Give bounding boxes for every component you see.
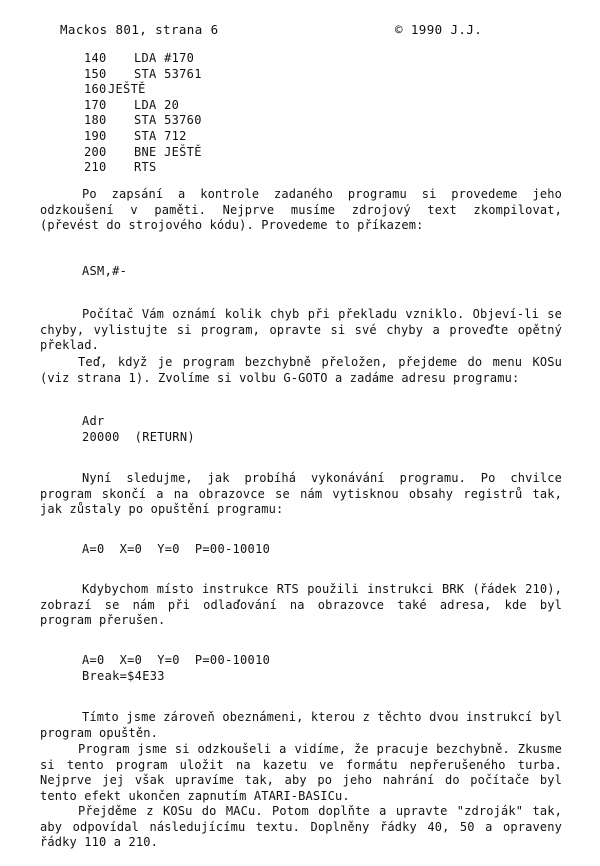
code-line: 160JEŠTĚ xyxy=(84,82,146,97)
code-line: 180 STA 53760 xyxy=(84,113,202,128)
paragraph: Po zapsání a kontrole zadaného programu si provedeme jeho odzkoušení v paměti. Nejprve musíme zdrojový text zkompilovat, (převést do strojového kódu). Provedeme to příkazem: xyxy=(40,187,562,232)
code-line: 200 BNE JEŠTĚ xyxy=(84,144,202,159)
code-line: 140 LDA #170 xyxy=(84,51,195,65)
code-listing xyxy=(84,51,202,176)
code-line: 210 RTS xyxy=(84,160,157,175)
code-line: 150 STA 53761 xyxy=(84,66,202,81)
address-value: 20000 (RETURN) xyxy=(82,430,195,444)
paragraph: Přejděme z KOSu do MACu. Potom doplňte a upravte "zdroják" tak, aby odpovídal následujícímu textu. Doplněny řádky 40, 50 a opraveny řádky 110 a 210. xyxy=(40,804,562,849)
code-line: 170 LDA 20 xyxy=(84,97,180,112)
code-line: 190 STA 712 xyxy=(84,128,187,143)
page-header-copyright: © 1990 J.J. xyxy=(395,22,483,37)
break-address: Break=$4E33 xyxy=(82,669,165,683)
paragraph: Kdybychom místo instrukce RTS použili instrukci BRK (řádek 210), zobrazí se nám při odlaďování na obrazovce také adresa, kde byl program přerušen. xyxy=(40,582,562,627)
paragraph: Program jsme si odzkoušeli a vidíme, že pracuje bezchybně. Zkusme si tento program uložit na kazetu ve formátu nepřerušeného turba. Nejprve jej však upravíme tak, aby po jeho nahrání do počítače byl tento efekt ukončen zapnutím ATARI-BASICu. xyxy=(40,742,562,803)
command-asm: ASM,#- xyxy=(82,264,128,278)
registers-output: A=0 X=0 Y=0 P=00-10010 xyxy=(82,653,271,667)
paragraph: Teď, když je program bezchybně přeložen, přejdeme do menu KOSu (viz strana 1). Zvolíme si volbu G-GOTO a zadáme adresu programu: xyxy=(40,355,562,385)
paragraph: Nyní sledujme, jak probíhá vykonávání programu. Po chvilce program skončí a na obrazovce se nám vytisknou obsahy registrů tak, jak zůstaly po opuštění programu: xyxy=(40,471,562,516)
address-label: Adr xyxy=(82,414,105,428)
paragraph: Počítač Vám oznámí kolik chyb při překladu vzniklo. Objeví-li se chyby, vylistujte si program, opravte si své chyby a proveďte opětný překlad. xyxy=(40,307,562,352)
page-header-title: Mackos 801, strana 6 xyxy=(60,22,219,37)
paragraph: Tímto jsme zároveň obeznámeni, kterou z těchto dvou instrukcí byl program opuštěn. xyxy=(40,710,562,740)
registers-output: A=0 X=0 Y=0 P=00-10010 xyxy=(82,542,271,556)
